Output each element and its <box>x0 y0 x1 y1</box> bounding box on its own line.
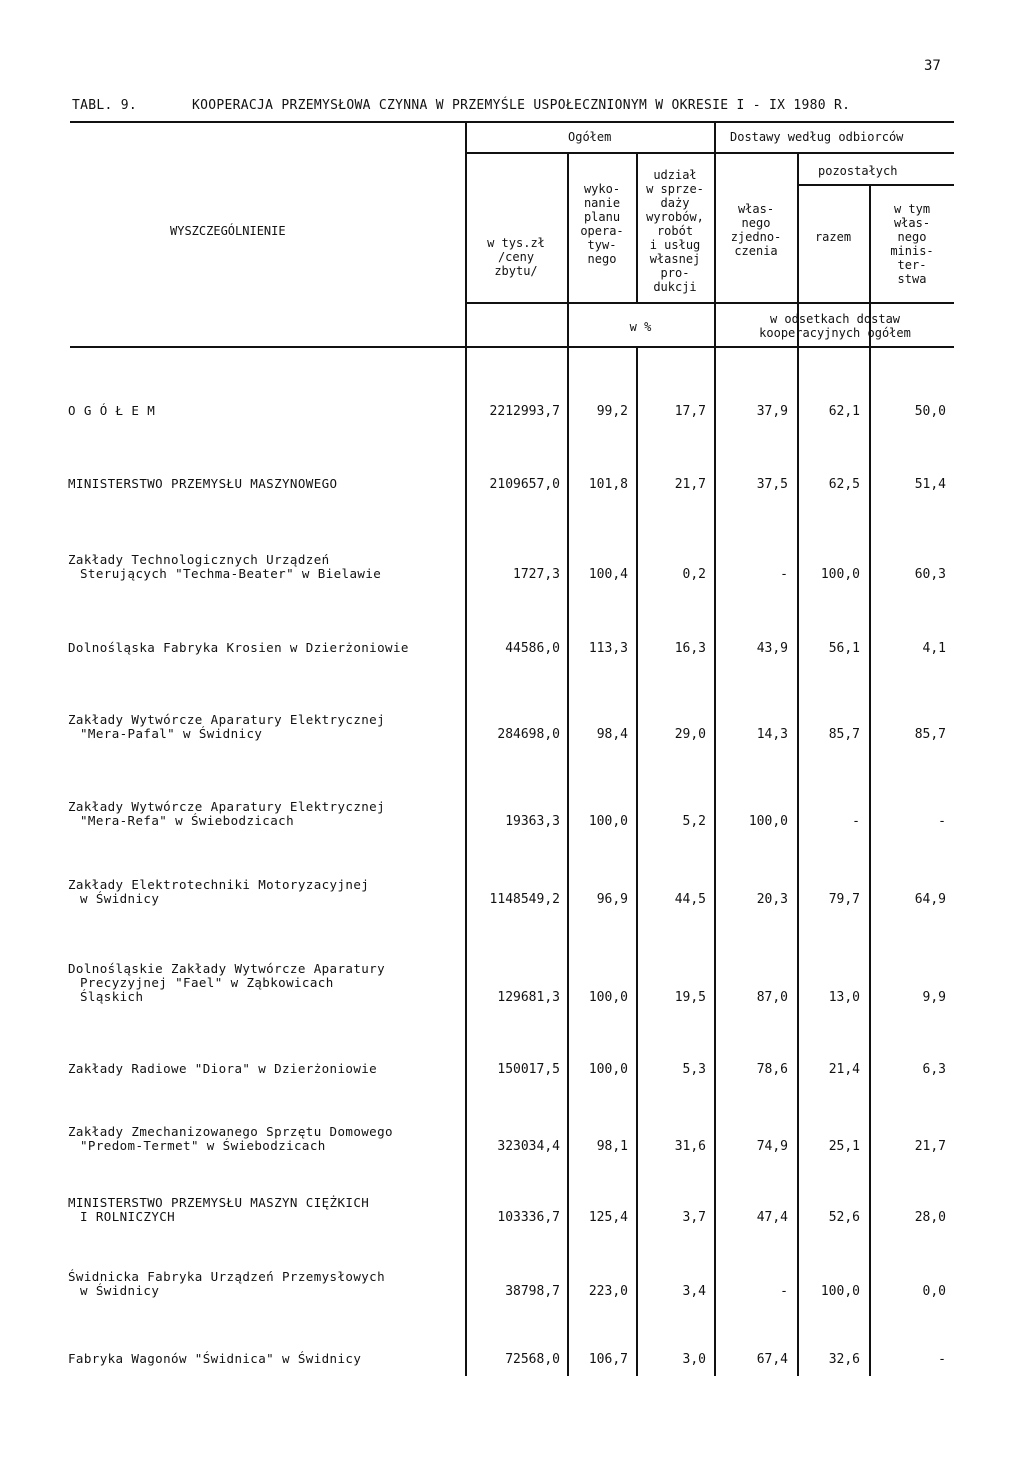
cell-total-others: 21,4 <box>828 1062 860 1077</box>
cell-share: 21,7 <box>674 477 706 492</box>
cell-own-union: 74,9 <box>756 1139 788 1154</box>
row-name-line: MINISTERSTWO PRZEMYSŁU MASZYNOWEGO <box>68 476 338 491</box>
row-name <box>68 800 385 828</box>
cell-own-union: 14,3 <box>756 727 788 742</box>
cell-total-others: 79,7 <box>828 892 860 907</box>
cell-value: 44586,0 <box>505 641 560 656</box>
cell-value: 1148549,2 <box>489 892 560 907</box>
header-top-rule <box>70 121 954 123</box>
cell-share: 0,2 <box>682 567 706 582</box>
cell-own-ministry: 0,0 <box>922 1284 946 1299</box>
row-name-line: Dolnośląskie Zakłady Wytwórcze Aparatury <box>68 961 386 976</box>
cell-own-union: 100,0 <box>748 814 788 829</box>
row-name-line: I ROLNICZYCH <box>80 1209 176 1224</box>
cell-own-union: 47,4 <box>756 1210 788 1225</box>
cell-own-union: 67,4 <box>756 1352 788 1367</box>
row-name-line: Zakłady Wytwórcze Aparatury Elektrycznej <box>68 712 386 727</box>
row-name-line: "Mera-Pafal" w Świdnicy <box>80 726 263 741</box>
row-name-line: Zakłady Technologicznych Urządzeń <box>68 552 330 567</box>
own-union-header: włas- nego zjedno- czenia <box>730 202 782 258</box>
cell-plan: 101,8 <box>588 477 628 492</box>
cell-share: 3,4 <box>682 1284 706 1299</box>
cell-total-others: 62,5 <box>828 477 860 492</box>
row-name-line: w Świdnicy <box>80 891 160 906</box>
others-rule <box>797 184 954 186</box>
cell-plan: 106,7 <box>588 1352 628 1367</box>
share-header: udział w sprze- daży wyrobów, robót i usług własnej pro- dukcji <box>646 168 704 294</box>
cell-total-others: 100,0 <box>820 567 860 582</box>
cell-plan: 100,4 <box>588 567 628 582</box>
row-name-line: Śląskich <box>80 989 144 1004</box>
cell-plan: 113,3 <box>588 641 628 656</box>
cell-plan: 98,4 <box>596 727 628 742</box>
plan-header: wyko- nanie planu opera- tyw- nego <box>580 182 624 266</box>
cell-own-union: 87,0 <box>756 990 788 1005</box>
cell-own-ministry: 64,9 <box>914 892 946 907</box>
cell-share: 3,7 <box>682 1210 706 1225</box>
total-group-header: Ogółem <box>568 130 612 144</box>
table-label: TABL. 9. <box>72 98 138 113</box>
row-name <box>68 1270 385 1298</box>
cell-own-ministry: 6,3 <box>922 1062 946 1077</box>
cell-own-ministry: 21,7 <box>914 1139 946 1154</box>
row-name <box>68 1062 377 1076</box>
row-name <box>68 1196 369 1224</box>
row-name <box>68 713 385 741</box>
row-name <box>68 962 385 1004</box>
row-name-line: w Świdnicy <box>80 1283 160 1298</box>
cell-value: 284698,0 <box>497 727 560 742</box>
row-name-line: "Predom-Termet" w Świebodzicach <box>80 1138 326 1153</box>
cell-total-others: 25,1 <box>828 1139 860 1154</box>
row-name-line: Precyzyjnej "Fael" w Ząbkowicach <box>80 975 334 990</box>
cell-own-union: - <box>780 567 788 582</box>
cell-own-ministry: 85,7 <box>914 727 946 742</box>
row-name-line: "Mera-Refa" w Świebodzicach <box>80 813 294 828</box>
cell-share: 29,0 <box>674 727 706 742</box>
col-divider-3b <box>636 346 638 1376</box>
specification-header: WYSZCZEGÓLNIENIE <box>170 224 286 238</box>
row-name-line: O G Ó Ł E M <box>68 403 156 418</box>
cell-share: 17,7 <box>674 404 706 419</box>
cell-total-others: 52,6 <box>828 1210 860 1225</box>
row-name-line: MINISTERSTWO PRZEMYSŁU MASZYN CIĘŻKICH <box>68 1195 370 1210</box>
cell-own-union: 37,9 <box>756 404 788 419</box>
cell-share: 3,0 <box>682 1352 706 1367</box>
cell-value: 103336,7 <box>497 1210 560 1225</box>
cell-plan: 100,0 <box>588 814 628 829</box>
cell-own-ministry: 4,1 <box>922 641 946 656</box>
cell-own-ministry: 28,0 <box>914 1210 946 1225</box>
row-name-line: Fabryka Wagonów "Świdnica" w Świdnicy <box>68 1351 362 1366</box>
cell-share: 44,5 <box>674 892 706 907</box>
deliveries-group-header: Dostawy według odbiorców <box>730 130 904 144</box>
row-name <box>68 553 381 581</box>
table-title-text: KOOPERACJA PRZEMYSŁOWA CZYNNA W PRZEMYŚLE USPOŁECZNIONYM W OKRESIE I - IX 1980 R. <box>192 98 851 113</box>
row-name-line: Zakłady Radiowe "Diora" w Dzierżoniowie <box>68 1061 378 1076</box>
cell-own-ministry: - <box>938 814 946 829</box>
total-others-header: razem <box>814 230 852 244</box>
row-name <box>68 1352 361 1366</box>
row-name-line: Świdnicka Fabryka Urządzeń Przemysłowych <box>68 1269 386 1284</box>
others-group-header: pozostałych <box>818 164 898 178</box>
unit-percent-header: w % <box>629 320 652 334</box>
value-header: w tys.zł /ceny zbytu/ <box>487 236 545 278</box>
row-name <box>68 477 337 491</box>
own-ministry-header: w tym włas- nego minis- ter- stwa <box>890 202 934 286</box>
cell-value: 38798,7 <box>505 1284 560 1299</box>
cell-share: 5,2 <box>682 814 706 829</box>
cell-plan: 96,9 <box>596 892 628 907</box>
col-divider-6 <box>869 185 871 1376</box>
header-bottom-rule <box>70 346 954 348</box>
cell-plan: 98,1 <box>596 1139 628 1154</box>
cell-total-others: 85,7 <box>828 727 860 742</box>
col-divider-1 <box>465 121 467 1376</box>
cell-own-ministry: 9,9 <box>922 990 946 1005</box>
unit-share-header: w odsetkach dostaw kooperacyjnych ogółem <box>759 312 911 340</box>
cell-value: 2212993,7 <box>489 404 560 419</box>
cell-plan: 100,0 <box>588 990 628 1005</box>
cell-value: 323034,4 <box>497 1139 560 1154</box>
cell-own-union: - <box>780 1284 788 1299</box>
row-name-line: Dolnośląska Fabryka Krosien w Dzierżoniowie <box>68 640 409 655</box>
cell-own-ministry: 50,0 <box>914 404 946 419</box>
cell-own-ministry: - <box>938 1352 946 1367</box>
cell-total-others: 13,0 <box>828 990 860 1005</box>
cell-value: 19363,3 <box>505 814 560 829</box>
cell-total-others: 32,6 <box>828 1352 860 1367</box>
row-name <box>68 878 369 906</box>
cell-plan: 99,2 <box>596 404 628 419</box>
cell-own-union: 20,3 <box>756 892 788 907</box>
page-number: 37 <box>924 58 941 74</box>
cell-total-others: 62,1 <box>828 404 860 419</box>
cell-own-ministry: 60,3 <box>914 567 946 582</box>
cell-value: 129681,3 <box>497 990 560 1005</box>
row-name <box>68 641 409 655</box>
col-divider-4 <box>714 121 716 1376</box>
cell-value: 150017,5 <box>497 1062 560 1077</box>
cell-own-union: 43,9 <box>756 641 788 656</box>
unit-rule <box>465 302 954 304</box>
table-title <box>72 98 850 113</box>
cell-own-union: 78,6 <box>756 1062 788 1077</box>
cell-value: 72568,0 <box>505 1352 560 1367</box>
col-divider-2 <box>567 153 569 1376</box>
row-name <box>68 404 155 418</box>
cell-own-union: 37,5 <box>756 477 788 492</box>
cell-plan: 223,0 <box>588 1284 628 1299</box>
cell-value: 2109657,0 <box>489 477 560 492</box>
row-name-line: Zakłady Elektrotechniki Motoryzacyjnej <box>68 877 370 892</box>
cell-plan: 100,0 <box>588 1062 628 1077</box>
cell-share: 16,3 <box>674 641 706 656</box>
cell-plan: 125,4 <box>588 1210 628 1225</box>
row-name-line: Sterujących "Techma-Beater" w Bielawie <box>80 566 382 581</box>
cell-own-ministry: 51,4 <box>914 477 946 492</box>
row-name-line: Zakłady Zmechanizowanego Sprzętu Domowego <box>68 1124 393 1139</box>
cell-total-others: 56,1 <box>828 641 860 656</box>
cell-value: 1727,3 <box>513 567 560 582</box>
row-name <box>68 1125 393 1153</box>
cell-share: 19,5 <box>674 990 706 1005</box>
group-rule <box>465 152 954 154</box>
cell-share: 5,3 <box>682 1062 706 1077</box>
cell-share: 31,6 <box>674 1139 706 1154</box>
row-name-line: Zakłady Wytwórcze Aparatury Elektrycznej <box>68 799 386 814</box>
cell-total-others: - <box>852 814 860 829</box>
cell-total-others: 100,0 <box>820 1284 860 1299</box>
